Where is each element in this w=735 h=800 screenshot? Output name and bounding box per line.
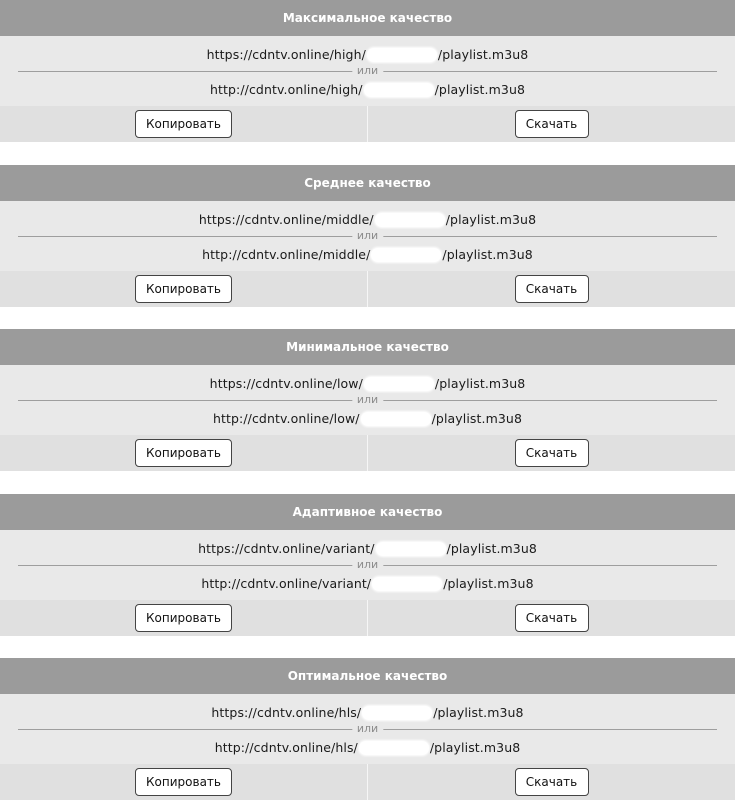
http-link[interactable]: http://cdntv.online/low/ /playlist.m3u8 <box>212 411 523 426</box>
actions-row <box>0 271 735 307</box>
redacted-token <box>371 248 441 262</box>
links-panel <box>0 36 735 106</box>
copy-button[interactable]: Копировать <box>135 110 232 138</box>
download-button[interactable]: Скачать <box>515 604 589 632</box>
links-panel <box>0 530 735 600</box>
or-separator: или <box>352 558 383 572</box>
redacted-token <box>361 412 431 426</box>
quality-block-middle <box>0 165 735 307</box>
links-panel <box>0 365 735 435</box>
or-separator: или <box>352 64 383 78</box>
copy-button[interactable]: Копировать <box>135 439 232 467</box>
quality-title: Минимальное качество <box>0 329 735 365</box>
redacted-token <box>364 83 434 97</box>
http-link[interactable]: http://cdntv.online/hls/ /playlist.m3u8 <box>214 740 521 755</box>
copy-button[interactable]: Копировать <box>135 768 232 796</box>
quality-block-max <box>0 0 735 142</box>
http-link[interactable]: http://cdntv.online/middle/ /playlist.m3u8 <box>202 247 533 262</box>
https-link[interactable]: https://cdntv.online/middle/ /playlist.m3u8 <box>198 212 537 227</box>
http-link[interactable]: http://cdntv.online/high/ /playlist.m3u8 <box>209 82 526 97</box>
quality-title: Адаптивное качество <box>0 494 735 530</box>
actions-row <box>0 764 735 800</box>
https-link[interactable]: https://cdntv.online/low/ /playlist.m3u8 <box>209 376 526 391</box>
quality-block-low <box>0 329 735 471</box>
redacted-token <box>367 48 437 62</box>
redacted-token <box>376 542 446 556</box>
quality-block-optimal <box>0 658 735 800</box>
or-separator: или <box>352 229 383 243</box>
quality-title: Среднее качество <box>0 165 735 201</box>
redacted-token <box>375 213 445 227</box>
copy-button[interactable]: Копировать <box>135 275 232 303</box>
or-separator: или <box>352 393 383 407</box>
actions-row <box>0 435 735 471</box>
links-panel <box>0 201 735 271</box>
or-separator: или <box>352 722 383 736</box>
quality-title: Оптимальное качество <box>0 658 735 694</box>
redacted-token <box>362 706 432 720</box>
redacted-token <box>359 741 429 755</box>
quality-block-adaptive <box>0 494 735 636</box>
links-panel <box>0 694 735 764</box>
redacted-token <box>372 577 442 591</box>
actions-row <box>0 106 735 142</box>
redacted-token <box>364 377 434 391</box>
quality-title: Максимальное качество <box>0 0 735 36</box>
https-link[interactable]: https://cdntv.online/variant/ /playlist.m3u8 <box>198 541 537 556</box>
download-button[interactable]: Скачать <box>515 439 589 467</box>
download-button[interactable]: Скачать <box>515 275 589 303</box>
https-link[interactable]: https://cdntv.online/high/ /playlist.m3u8 <box>206 47 529 62</box>
actions-row <box>0 600 735 636</box>
http-link[interactable]: http://cdntv.online/variant/ /playlist.m3u8 <box>201 576 534 591</box>
copy-button[interactable]: Копировать <box>135 604 232 632</box>
https-link[interactable]: https://cdntv.online/hls/ /playlist.m3u8 <box>211 705 524 720</box>
download-button[interactable]: Скачать <box>515 110 589 138</box>
download-button[interactable]: Скачать <box>515 768 589 796</box>
